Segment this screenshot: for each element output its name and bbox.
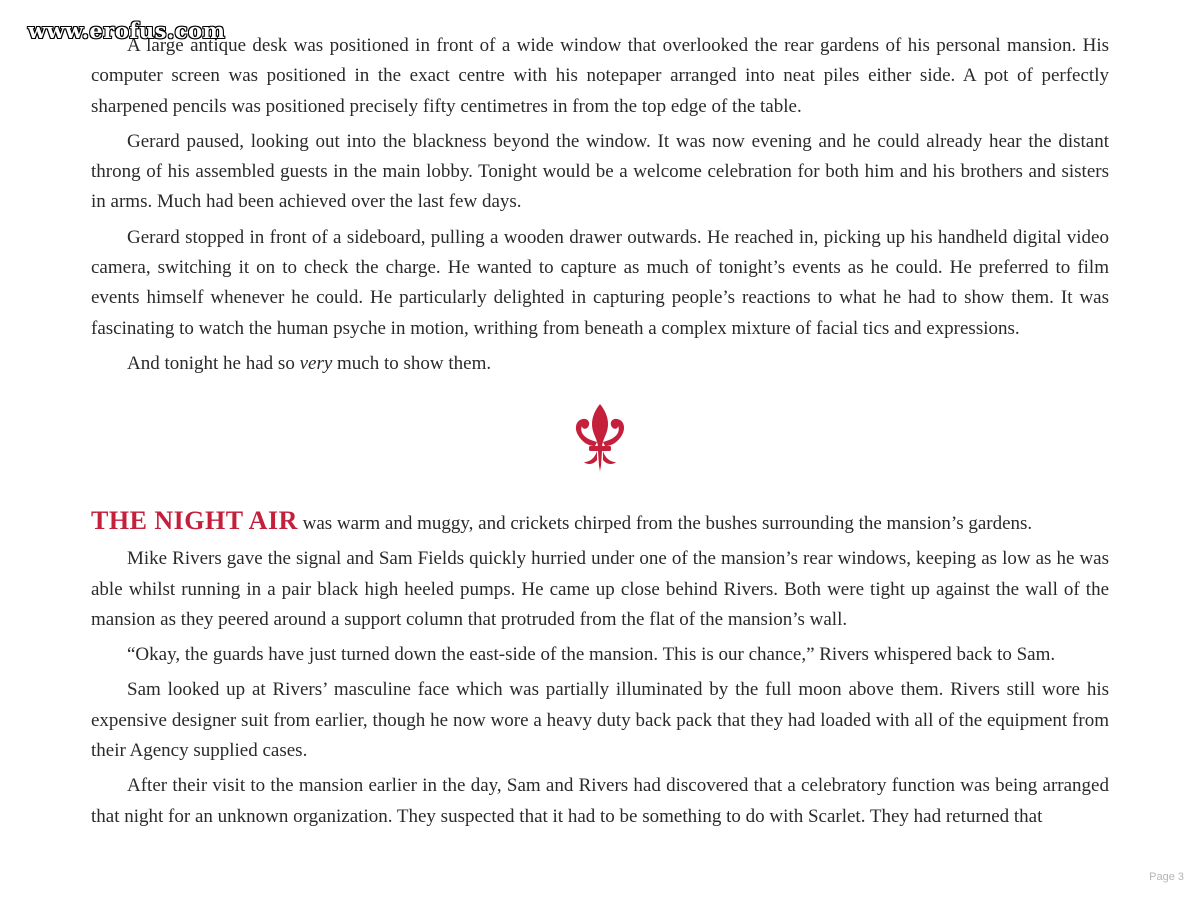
watermark: www.erofus.com (28, 18, 226, 43)
paragraph-text: And tonight he had so (127, 352, 300, 374)
fleur-de-lis-icon (570, 402, 630, 474)
paragraph-text: much to show them. (332, 352, 492, 374)
paragraph: Mike Rivers gave the signal and Sam Fields quickly hurried under one of the mansion’s rear windows, keeping as low as he was able whilst running in a pair black high heeled pumps. He came up close behind Rivers. Both were tight up against the wall of the mansion as they peered around a support column that protruded from the flat of the mansion’s wall. (91, 548, 1109, 630)
paragraph: After their visit to the mansion earlier in the day, Sam and Rivers had discovered that a celebratory function was being arranged that night for an unknown organization. They suspected that it had to be something to do with Scarlet. They had returned that (91, 775, 1109, 827)
section-one (91, 31, 1109, 384)
paragraph: A large antique desk was positioned in front of a wide window that overlooked the rear gardens of his personal mansion. His computer screen was positioned in the exact centre with his notepaper arranged into neat piles either side. A pot of perfectly sharpened pencils was positioned precisely fifty centimetres in from the top edge of the table. (91, 35, 1109, 117)
paragraph-text: was warm and muggy, and crickets chirped from the bushes surrounding the mansion’s gardens. (297, 513, 1033, 534)
page-number: Page 3 (1149, 871, 1184, 883)
paragraph: Gerard paused, looking out into the blackness beyond the window. It was now evening and he could already hear the distant throng of his assembled guests in the main lobby. Tonight would be a welcome celebration for both him and his brothers and sisters in arms. Much had been achieved over the last few days. (91, 130, 1109, 213)
emphasis-text: very (299, 352, 333, 374)
paragraph: Gerard stopped in front of a sideboard, pulling a wooden drawer outwards. He reached in, picking up his handheld digital video camera, switching it on to check the charge. He wanted to capture as much of tonight’s events as he could. He preferred to film events himself whenever he could. He particularly delighted in capturing people’s reactions to what he had to show them. It was fascinating to watch the human psyche in motion, writhing from beneath a complex mixture of facial tics and expressions. (91, 226, 1109, 339)
paragraph: Sam looked up at Rivers’ masculine face which was partially illuminated by the full moon above them. Rivers still wore his expensive designer suit from earlier, though he now wore a heavy duty back pack that they had loaded with all of the equipment from their Agency supplied cases. (91, 679, 1109, 762)
paragraph (91, 506, 1109, 539)
section-lead-in: THE NIGHT AIR (91, 506, 298, 535)
paragraph: “Okay, the guards have just turned down the east-side of the mansion. This is our chance,” Rivers whispered back to Sam. (127, 644, 1056, 666)
paragraph (91, 349, 1109, 379)
section-two (91, 506, 1109, 837)
